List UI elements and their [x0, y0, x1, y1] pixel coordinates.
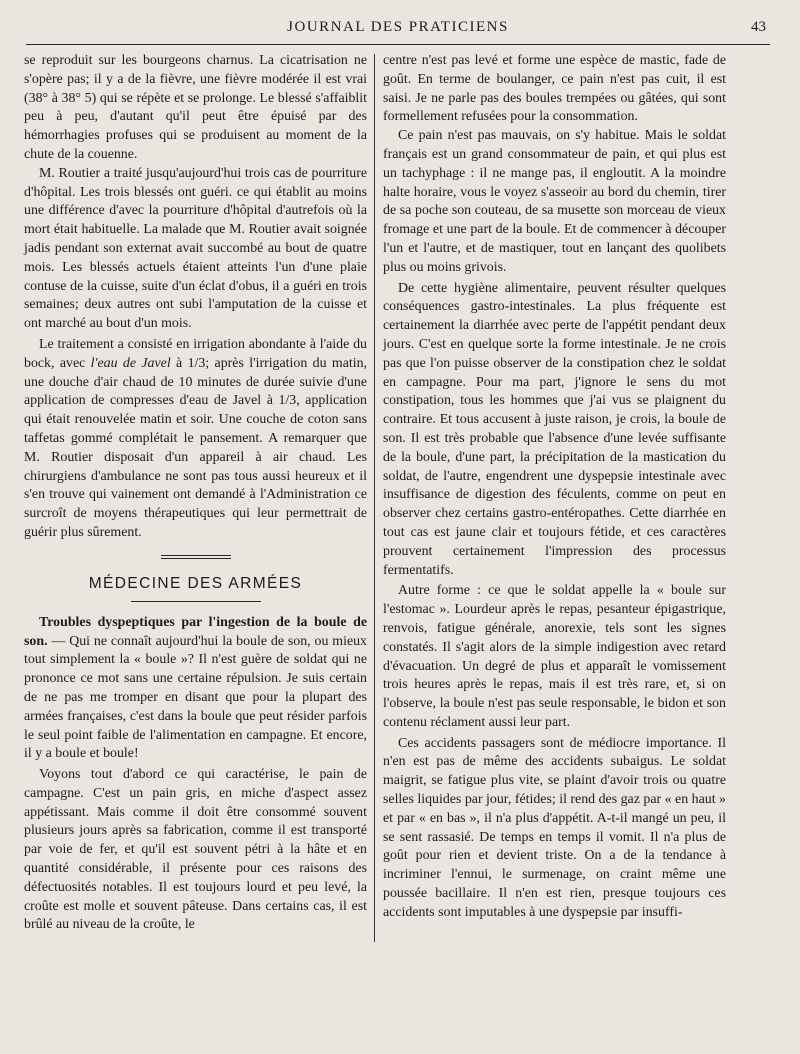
- header-rule: [26, 44, 770, 45]
- left-paragraph-2: M. Routier a traité jusqu'aujourd'hui trois cas de pourriture d'hôpital. Les trois blessés ont guéri. ce qui établit au moins une différence d'avec la pourriture d'hôpital d'autrefois où la mort était habituelle. La malade que M. Routier avait soignée jadis pendant son externat avait succombé au bout de quatre mois. Les blessés actuels étaient atteints l'un d'une plaie contuse de la cuisse, suite d'un éclat d'obus, il a guéri en trois semaines; deux autres ont subi l'amputation de la cuisse et ont marché au bout d'un mois.: [24, 165, 367, 332]
- paragraph-3-end: à 1/3; après l'irrigation du matin, une douche d'air chaud de 10 minutes de durée suivie d'une application de compresses d'eau de Javel à 1/3, application qui était renouvelée matin et soir. Une couche de coton sans taffetas gommé complétait le pansement. A remarquer que M. Routier disposait d'un appareil à air chaud. Les chirurgiens d'ambulance ne sont pas tous aussi heureux et il s'en trouve qui vainement ont demandé à l'Administration ce surcroît de moyens thérapeutiques qui leur permettrait de guérir plus sûrement.: [24, 355, 367, 540]
- right-paragraph-5: Ces accidents passagers sont de médiocre importance. Il n'en est pas de même des accidents subaigus. Le soldat maigrit, se fatigue plus vite, se plaint d'avoir trois ou quatre selles liquides par jour, fétides; il rend des gaz par « en haut » et par « en bas », il n'a plus d'appétit. A-t-il mangé un peu, il se sent rassasié. De temps en temps il vomit. Il n'a plus de goût pour rien et devient triste. On a de la tendance à incriminer l'ennui, le surmenage, on craint même une poussée bacillaire. Il n'en est rien, presque toujours ces accidents sont imputables à une dyspepsie par insuffi-: [383, 735, 726, 920]
- running-title: JOURNAL DES PRATICIENS: [287, 19, 509, 35]
- left-paragraph-1: se reproduit sur les bourgeons charnus. La cicatrisation ne s'opère pas; il y a de la fièvre, une fièvre modérée il est vrai (38° à 38° 5) qui se répète et se prolonge. Le blessé s'affaiblit peu à peu, d'autant qu'il peut être épuisé par des hémorrhagies profuses qui se produisent au moment de la chute de la couenne.: [24, 53, 367, 162]
- section-separator: [24, 555, 367, 559]
- left-column: [24, 52, 367, 1054]
- paragraph-3-start: Le traitement a consisté en irrigation abondante à l'aide du bock, avec: [24, 336, 367, 371]
- article-lead-paragraph: [24, 614, 367, 764]
- page-number: 43: [751, 19, 766, 35]
- section-title: MÉDECINE DES ARMÉES: [88, 574, 303, 592]
- right-paragraph-3: De cette hygiène alimentaire, peuvent résulter quelques conséquences gastro-intestinales. La plus fréquente est certainement la diarrhée avec perte de l'appétit pendant deux jours. C'est en quelque sorte la forme intestinale. Je ne crois pas que l'on puisse observer de la constipation chez le soldat en campagne. Pour ma part, j'ignore le sens du mot constipation, tous les hommes que j'ai vus se plaignent du contraire. Et tous accusent à juste raison, je crois, la boule de son. Il est très probable que l'absence d'une levée suffisante de la boule, d'une part, la précipitation de la mastication du soldat, de l'autre, engendrent une dyspepsie intestinale avec insuffisance de digestion des féculents, comme on peut en observer chez certains gastro-entéropathes. Cette diarrhée en tout cas est jaune clair et toujours fétide, et ces caractères prouvent certainement l'impression des processus fermentatifs.: [383, 280, 726, 578]
- left-paragraph-5: Voyons tout d'abord ce qui caractérise, le pain de campagne. C'est un pain gris, en miche d'aspect assez appétissant. Mais comme il doit être consommé souvent plusieurs jours après sa fabrication, comme il est transporté par voie de fer, et qu'il est souvent pétri à la hâte et en quantité considérable, il présente pour ces raisons des défectuosités notables. Il est toujours lourd et peu levé, la croûte est molle et souvent pâteuse. Dans certains cas, il est brûlé au niveau de la croûte, le: [24, 767, 367, 933]
- text-columns: [24, 52, 770, 1054]
- page-header: [26, 14, 770, 40]
- article-title: Troubles dyspeptiques par l'ingestion de la boule de son.: [24, 614, 367, 649]
- italic-eau-de-javel: l'eau de Javel: [90, 355, 171, 371]
- right-paragraph-4: Autre forme : ce que le soldat appelle la « boule sur l'estomac ». Lourdeur après le repas, pesanteur épigastrique, renvois, fatigue générale, anorexie, tels sont les signes constatés. Il s'agit alors de la simple indigestion avec retard d'évacuation. Un degré de plus et apparaît le vomissement trois heures après le repas, mais il est très rare, et, si on l'observe, la boule n'est pas seule responsable, le bidon et son contenu réclament aussi leur part.: [383, 583, 726, 730]
- double-rule: [161, 555, 231, 559]
- column-divider: [374, 54, 375, 942]
- right-paragraph-1: centre n'est pas levé et forme une espèce de mastic, fade de goût. En terme de boulanger, ce pain n'est pas cuit, il est saisi. Je ne parle pas des boules trempées ou gâtées, qui sont formellement refusées pour la consommation.: [383, 53, 726, 125]
- right-paragraph-2: Ce pain n'est pas mauvais, on s'y habitue. Mais le soldat français est un grand consommateur de pain, et qui plus est un tachyphage : il ne mange pas, il engloutit. A la moindre halte horaire, vous le voyez s'asseoir au bord du chemin, tirer de sa poche son couteau, de sa musette son morceau de vieux fromage et une part de la boule. Et de commencer à découper l'un et l'autre, et de mastiquer, tout en lançant des quolibets plus ou moins grivois.: [383, 128, 726, 275]
- right-column: [383, 52, 726, 1054]
- left-paragraph-3: [24, 336, 367, 543]
- section-underline: [131, 601, 261, 602]
- article-lead-text: — Qui ne connaît aujourd'hui la boule de son, ou mieux tout simplement la « boule »? Il n'est guère de soldat qui ne prononce ce mot sans une certaine répulsion. Je suis certain de ne pas me tromper en disant que pour la plupart des armées françaises, c'est dans la boule que peut résider parfois le seul point faible de l'alimentation en campagne. Et encore, il y a boule et boule!: [24, 633, 367, 762]
